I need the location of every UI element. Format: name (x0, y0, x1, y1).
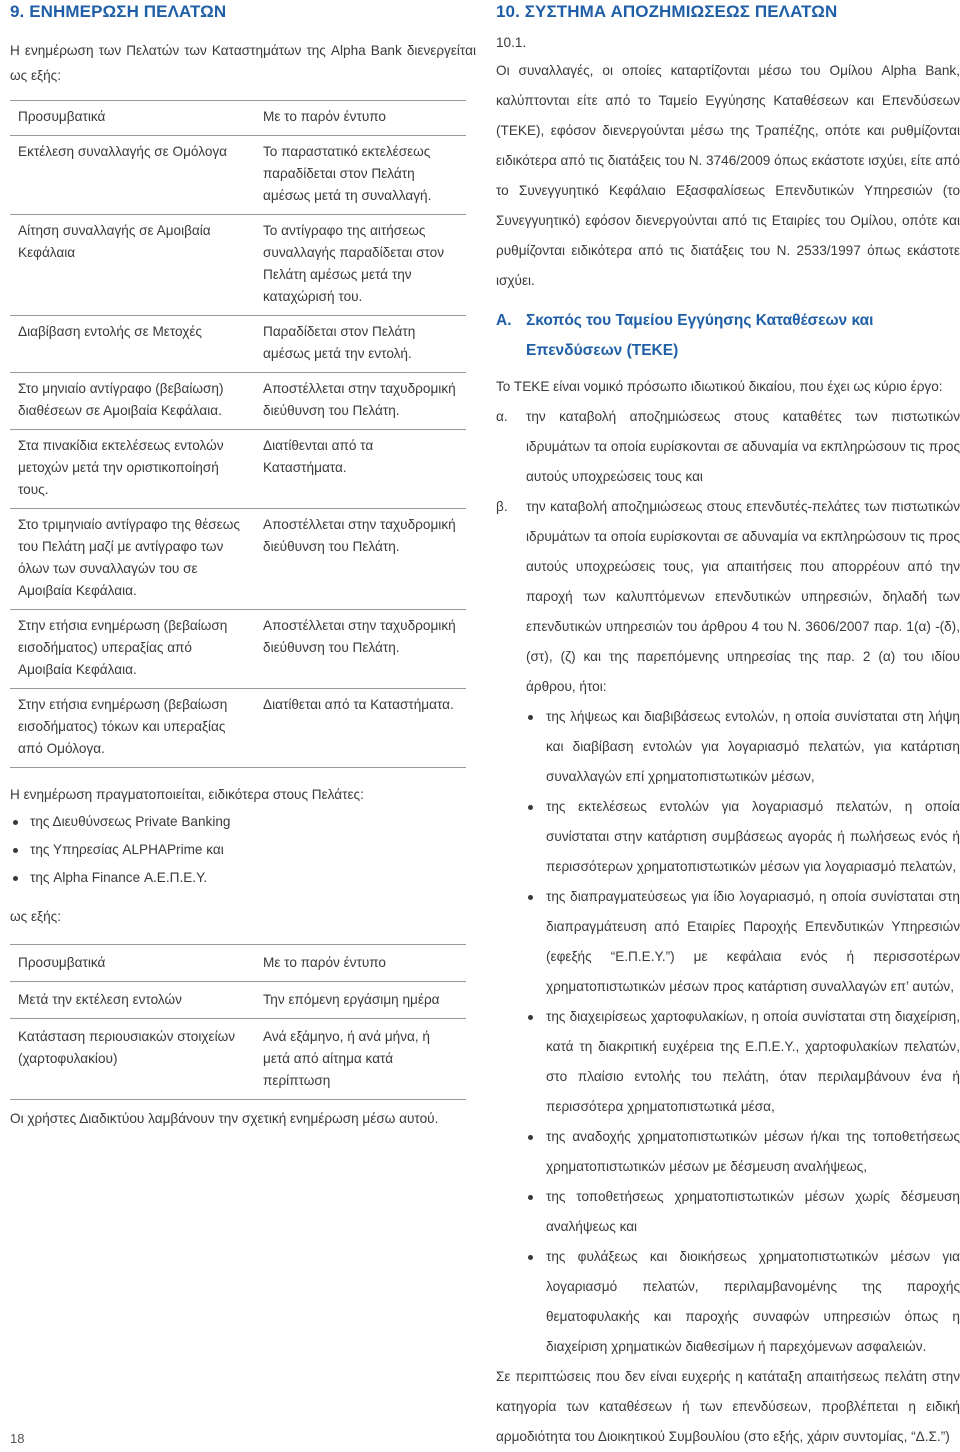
table1-cell-delivery: Το αντίγραφο της αιτήσεως συναλλαγής παραδίδεται στον Πελάτη αμέσως μετά την καταχώρισή του. (255, 215, 466, 316)
special-clients-table (10, 944, 466, 1100)
table2-cell-item: Κατάσταση περιουσιακών στοιχείων (χαρτοφυλακίου) (10, 1019, 255, 1100)
clause-number: 10.1. (496, 35, 527, 50)
teke-intro: Το ΤΕΚΕ είναι νομικό πρόσωπο ιδιωτικού δικαίου, που έχει ως κύριο έργο: (496, 379, 943, 394)
special-client-item: της Alpha Finance Α.Ε.Π.Ε.Υ. (10, 864, 476, 892)
table1-cell-item: Στο τριμηνιαίο αντίγραφο της θέσεως του Πελάτη μαζί με αντίγραφο των όλων των συναλλαγών του σε Αμοιβαία Κεφάλαια. (10, 509, 255, 610)
table1-cell-delivery: Το παραστατικό εκτελέσεως παραδίδεται στον Πελάτη αμέσως μετά τη συναλλαγή. (255, 136, 466, 215)
table1-row (10, 509, 466, 610)
investment-service-item: της εκτελέσεως εντολών για λογαριασμό πελατών, η οποία συνίσταται στην κατάρτιση συμβάσεως αγοράς ή πωλήσεως ενός ή περισσότερων χρηματοπιστωτικών μέσων για λογαριασμό πελατών, (526, 792, 960, 882)
table1-cell-delivery: Αποστέλλεται στην ταχυδρομική διεύθυνση του Πελάτη. (255, 373, 466, 430)
table1-row (10, 430, 466, 509)
investment-service-item: της λήψεως και διαβιβάσεως εντολών, η οποία συνίσταται στη λήψη και διαβίβαση εντολών για λογαριασμό πελατών, για κατάρτιση συναλλαγών επί χρηματοπιστωτικών μέσων, (526, 702, 960, 792)
table2-header-row (10, 945, 466, 982)
item-b-text: την καταβολή αποζημιώσεως στους επενδυτές-πελάτες των πιστωτικών ιδρυμάτων τα οποία ευρίσκονται σε αδυναμία να εκπληρώσουν τις προς αυτούς υποχρεώσεις τους, για απαιτήσεις που απορρέουν από την παροχή των καλυπτόμενων επενδυτικών υπηρεσιών, δηλαδή των επενδυτικών υπηρεσιών του άρθρου 4 του Ν. 3606/2007 παρ. 1(α) -(δ), (στ), (ζ) και της παρεπόμενης υπηρεσίας της παρ. 2 (α) του ιδίου άρθρου, ήτοι: (526, 499, 960, 694)
item-a (496, 402, 960, 492)
table1-row (10, 136, 466, 215)
investment-service-item: της διαχειρίσεως χαρτοφυλακίων, η οποία συνίσταται στη διαχείριση, κατά τη διακριτική ευχέρεια της Ε.Π.Ε.Υ., χαρτοφυλακίων πελατών, στο πλαίσιο εντολής του πελάτη, όταν περιλαμβάνουν ένα ή περισσότερα χρηματοπιστωτικά μέσα, (526, 1002, 960, 1122)
section-title-compensation-system: 10. ΣΥΣΤΗΜΑ ΑΠΟΖΗΜΙΩΣΕΩΣ ΠΕΛΑΤΩΝ (496, 2, 838, 21)
item-a-text: την καταβολή αποζημιώσεως στους καταθέτες των πιστωτικών ιδρυμάτων τα οποία ευρίσκονται σε αδυναμία να εκπληρώσουν τις προς αυτούς υποχρεώσεις τους και (526, 409, 960, 484)
table1-cell-delivery: Με το παρόν έντυπο (255, 101, 466, 136)
right-column (496, 0, 960, 1452)
investment-services-list (496, 702, 960, 1362)
table2-cell-item: Μετά την εκτέλεση εντολών (10, 982, 255, 1019)
subsection-heading (496, 306, 960, 366)
special-client-item: της Διευθύνσεως Private Banking (10, 808, 476, 836)
special-clients-list (10, 808, 476, 892)
table2-cell-item: Προσυμβατικά (10, 945, 255, 982)
investment-service-item: της τοποθετήσεως χρηματοπιστωτικών μέσων χωρίς δέσμευση αναλήψεως και (526, 1182, 960, 1242)
table1-cell-delivery: Διατίθενται από τα Καταστήματα. (255, 430, 466, 509)
table1-cell-item: Στα πινακίδια εκτελέσεως εντολών μετοχών μετά την οριστικοποίησή τους. (10, 430, 255, 509)
special-clients-intro: Η ενημέρωση πραγματοποιείται, ειδικότερα στους Πελάτες: (10, 787, 364, 802)
table1-cell-item: Στην ετήσια ενημέρωση (βεβαίωση εισοδήματος) υπεραξίας από Αμοιβαία Κεφάλαια. (10, 610, 255, 689)
table1-cell-item: Στην ετήσια ενημέρωση (βεβαίωση εισοδήματος) τόκων και υπεραξίας από Ομόλογα. (10, 689, 255, 768)
table1-cell-item: Διαβίβαση εντολής σε Μετοχές (10, 316, 255, 373)
item-b (496, 492, 960, 702)
table1-row (10, 610, 466, 689)
table1-cell-delivery: Διατίθεται από τα Καταστήματα. (255, 689, 466, 768)
table1-cell-delivery: Αποστέλλεται στην ταχυδρομική διεύθυνση του Πελάτη. (255, 610, 466, 689)
table2-cell-delivery: Με το παρόν έντυπο (255, 945, 466, 982)
subsection-title: Σκοπός του Ταμείου Εγγύησης Καταθέσεων και Επενδύσεων (ΤΕΚΕ) (526, 312, 874, 359)
item-a-label: α. (496, 409, 508, 424)
investment-service-item: της φυλάξεως και διοικήσεως χρηματοπιστωτικών μέσων για λογαριασμό πελατών, περιλαμβανομένης της παροχής θεματοφυλακής και παροχής συναφών υπηρεσιών όπως η διαχείριση χρηματικών διαθεσίμων ή παρεχόμενων ασφαλειών. (526, 1242, 960, 1362)
table1-row (10, 689, 466, 768)
table1-cell-delivery: Παραδίδεται στον Πελάτη αμέσως μετά την εντολή. (255, 316, 466, 373)
table1-cell-item: Αίτηση συναλλαγής σε Αμοιβαία Κεφάλαια (10, 215, 255, 316)
subsection-label: Α. (496, 312, 512, 329)
page-number: 18 (10, 1431, 25, 1446)
internet-users-note: Οι χρήστες Διαδικτύου λαμβάνουν την σχετική ενημέρωση μέσω αυτού. (10, 1111, 439, 1126)
closing-paragraph: Σε περιπτώσεις που δεν είναι ευχερής η κατάταξη απαιτήσεως πελάτη στην κατηγορία των καταθέσεων ή των επενδύσεων, προβλέπεται η ειδική αρμοδιότητα του Διοικητικού Συμβουλίου (στο εξής, χάριν συντομίας, “Δ.Σ.”) (496, 1369, 960, 1444)
table1-cell-delivery: Αποστέλλεται στην ταχυδρομική διεύθυνση του Πελάτη. (255, 509, 466, 610)
table1-row (10, 215, 466, 316)
left-column (10, 0, 476, 1132)
table1-cell-item: Προσυμβατικά (10, 101, 255, 136)
table1-row (10, 373, 466, 430)
table2-row (10, 1019, 466, 1100)
as-follows-label: ως εξής: (10, 909, 61, 924)
table1-row (10, 316, 466, 373)
table1-cell-item: Στο μηνιαίο αντίγραφο (βεβαίωση) διαθέσεων σε Αμοιβαία Κεφάλαια. (10, 373, 255, 430)
clause-paragraph: Οι συναλλαγές, οι οποίες καταρτίζονται μέσω του Ομίλου Alpha Bank, καλύπτονται είτε από το Ταμείο Εγγύησης Καταθέσεων και Επενδύσεων (ΤΕΚΕ), εφόσον διενεργούνται μέσω της Τραπέζης, οπότε και ρυθμίζονται ειδικότερα από τις διατάξεις του Ν. 3746/2009 όπως εκάστοτε ισχύει, είτε από το Συνεγγυητικό Κεφάλαιο Εξασφαλίσεως Επενδυτικών Υπηρεσιών (το Συνεγγυητικό) εφόσον διενεργούνται από τις Εταιρίες του Ομίλου, οπότε και ρυθμίζονται ειδικότερα από τις διατάξεις του Ν. 2533/1997 όπως εκάστοτε ισχύει. (496, 63, 960, 288)
item-b-label: β. (496, 499, 508, 514)
table2-cell-delivery: Την επόμενη εργάσιμη ημέρα (255, 982, 466, 1019)
intro-paragraph: Η ενημέρωση των Πελατών των Καταστημάτων της Alpha Bank διενεργείται ως εξής: (10, 43, 476, 83)
table1-header-row (10, 101, 466, 136)
investment-service-item: της διαπραγματεύσεως για ίδιο λογαριασμό, η οποία συνίσταται στη διαπραγμάτευση από Εταιρίες Παροχής Επενδυτικών Υπηρεσιών (εφεξής “Ε.Π.Ε.Υ.”) με κεφάλαια ενός ή περισσοτέρων χρηματοπιστωτικών μέσων προς κατάρτιση συναλλαγών επ’ αυτών, (526, 882, 960, 1002)
table1-cell-item: Εκτέλεση συναλλαγής σε Ομόλογα (10, 136, 255, 215)
client-information-table (10, 100, 466, 768)
section-title-client-information: 9. ΕΝΗΜΕΡΩΣΗ ΠΕΛΑΤΩΝ (10, 2, 227, 21)
special-client-item: της Υπηρεσίας ALPHAPrime και (10, 836, 476, 864)
table2-cell-delivery: Ανά εξάμηνο, ή ανά μήνα, ή μετά από αίτημα κατά περίπτωση (255, 1019, 466, 1100)
investment-service-item: της αναδοχής χρηματοπιστωτικών μέσων ή/και της τοποθετήσεως χρηματοπιστωτικών μέσων με δέσμευση αναλήψεως, (526, 1122, 960, 1182)
table2-row (10, 982, 466, 1019)
